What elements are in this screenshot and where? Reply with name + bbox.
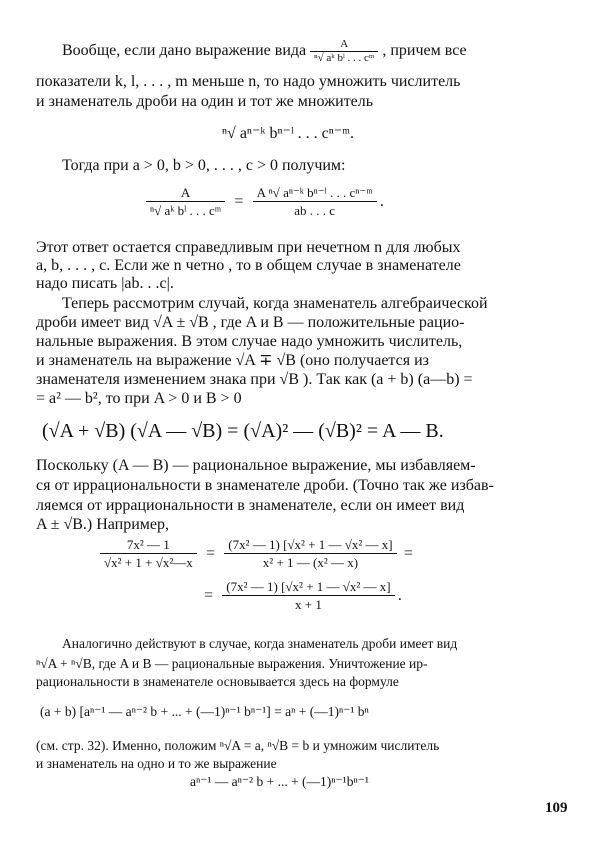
p5-line1: Поскольку (A — B) — рациональное выражение, мы избавляем- [36, 457, 476, 474]
p6-line4: (см. стр. 32). Именно, положим ⁿ√A = a, ⁿ√B = b и умножим числитель [36, 738, 440, 753]
p2-eq-rhs [253, 184, 377, 219]
p5-example-end: . [397, 587, 402, 604]
p1-fraction-denominator: ⁿ√ aᵏ bˡ . . . cᵐ [310, 51, 378, 65]
p3-line3: надо писать |ab. . .c|. [36, 275, 174, 292]
p1-line1-text: Вообще, если дано выражение вида [62, 42, 307, 60]
p1-multiplier-formula: ⁿ√ aⁿ⁻ᵏ bⁿ⁻ˡ . . . cⁿ⁻ᵐ. [222, 125, 354, 142]
p2-eq-sign: = [234, 193, 244, 210]
p4-line3: нальные выражения. В этом случае надо умножить числитель, [36, 333, 463, 350]
p5-line2: ся от иррациональности в знаменателе дроби. (Точно так же избав- [36, 477, 494, 494]
p6-formula2: aⁿ⁻¹ — aⁿ⁻² b + ... + (—1)ⁿ⁻¹bⁿ⁻¹ [190, 774, 369, 789]
p4-line2: дроби имеет вид √A ± √B , где A и B — положительные рацио- [36, 314, 465, 331]
p6-line1: Аналогично действуют в случае, когда знаменатель дроби имеет вид [62, 636, 458, 651]
p2-eq-lhs-denominator: ⁿ√ aᵏ bˡ . . . cᵐ [146, 201, 225, 219]
p2-eq-lhs [146, 184, 225, 219]
p5-example-lhs-numerator: 7x² — 1 [126, 537, 170, 552]
p5-example-mid [224, 536, 396, 571]
p2-line1: Тогда при a > 0, b > 0, . . . , c > 0 получим: [62, 157, 346, 174]
p5-example-eq-sign1: = [205, 545, 216, 562]
p5-example-equation-row1 [100, 536, 417, 571]
p1-line2: показатели k, l, . . . , m меньше n, то надо умножить числитель [36, 73, 461, 90]
p5-example-eq-sign3: = [204, 587, 214, 604]
p3-line2: a, b, . . . , c. Если же n четно , то в общем случае в знаменателе [36, 257, 461, 274]
p5-example-result-denominator: x + 1 [222, 595, 394, 613]
p1-line3: и знаменатель дроби на один и тот же множитель [36, 93, 374, 110]
p4-line5: знаменателя изменением знака при √B ). Так как (a + b) (a—b) = [36, 371, 473, 388]
p5-example-lhs-denominator: √x² + 1 + √x²—x [100, 553, 197, 571]
p2-equation [146, 184, 384, 219]
p1-line1 [62, 38, 467, 65]
p5-line4: A ± √B.) Например, [36, 516, 170, 533]
p6-line3: рациональности в знаменателе основывается здесь на формуле [36, 674, 399, 689]
p2-eq-rhs-denominator: ab . . . c [253, 201, 377, 219]
p6-line5: и знаменатель на одно и то же выражение [36, 756, 277, 771]
p5-example-eq-sign2: = [403, 545, 413, 562]
p5-example-mid-denominator: x² + 1 — (x² — x) [224, 553, 396, 571]
p5-example-mid-numerator: (7x² — 1) [√x² + 1 — √x² — x] [228, 537, 393, 552]
page-number: 109 [545, 800, 568, 816]
p4-line1: Теперь рассмотрим случай, когда знаменатель алгебраической [62, 295, 488, 312]
p1-line1-tail: , причем все [382, 42, 467, 60]
p2-eq-lhs-numerator: A [180, 185, 191, 200]
p2-eq-rhs-numerator: A ⁿ√ aⁿ⁻ᵏ bⁿ⁻ˡ . . . cⁿ⁻ᵐ [256, 185, 373, 200]
p4-line6: = a² — b², то при A > 0 и B > 0 [36, 390, 242, 407]
p2-eq-end: . [379, 193, 384, 210]
p5-example-result-numerator: (7x² — 1) [√x² + 1 — √x² — x] [226, 579, 391, 594]
p5-example-lhs [100, 536, 197, 571]
p6-formula: (a + b) [aⁿ⁻¹ — aⁿ⁻² b + ... + (—1)ⁿ⁻¹ bⁿ⁻¹] = aⁿ + (—1)ⁿ⁻¹ bⁿ [40, 704, 369, 719]
p6-line2: ⁿ√A + ⁿ√B, где A и B — рациональные выражения. Уничтожение ир- [36, 656, 428, 671]
p5-line3: ляемся от иррациональности в знаменателе, если он имеет вид [36, 497, 465, 514]
p1-fraction-numerator: A [340, 38, 349, 50]
p3-line1: Этот ответ остается справедливым при нечетном n для любых [36, 239, 461, 256]
p4-line4: и знаменатель на выражение √A ∓ √B (оно получается из [36, 352, 429, 369]
p5-example-equation-row2 [198, 578, 402, 613]
p4-big-equation: (√A + √B) (√A — √B) = (√A)² — (√B)² = A — B. [42, 420, 444, 442]
p5-example-result [222, 578, 394, 613]
p1-inline-fraction [310, 38, 378, 65]
